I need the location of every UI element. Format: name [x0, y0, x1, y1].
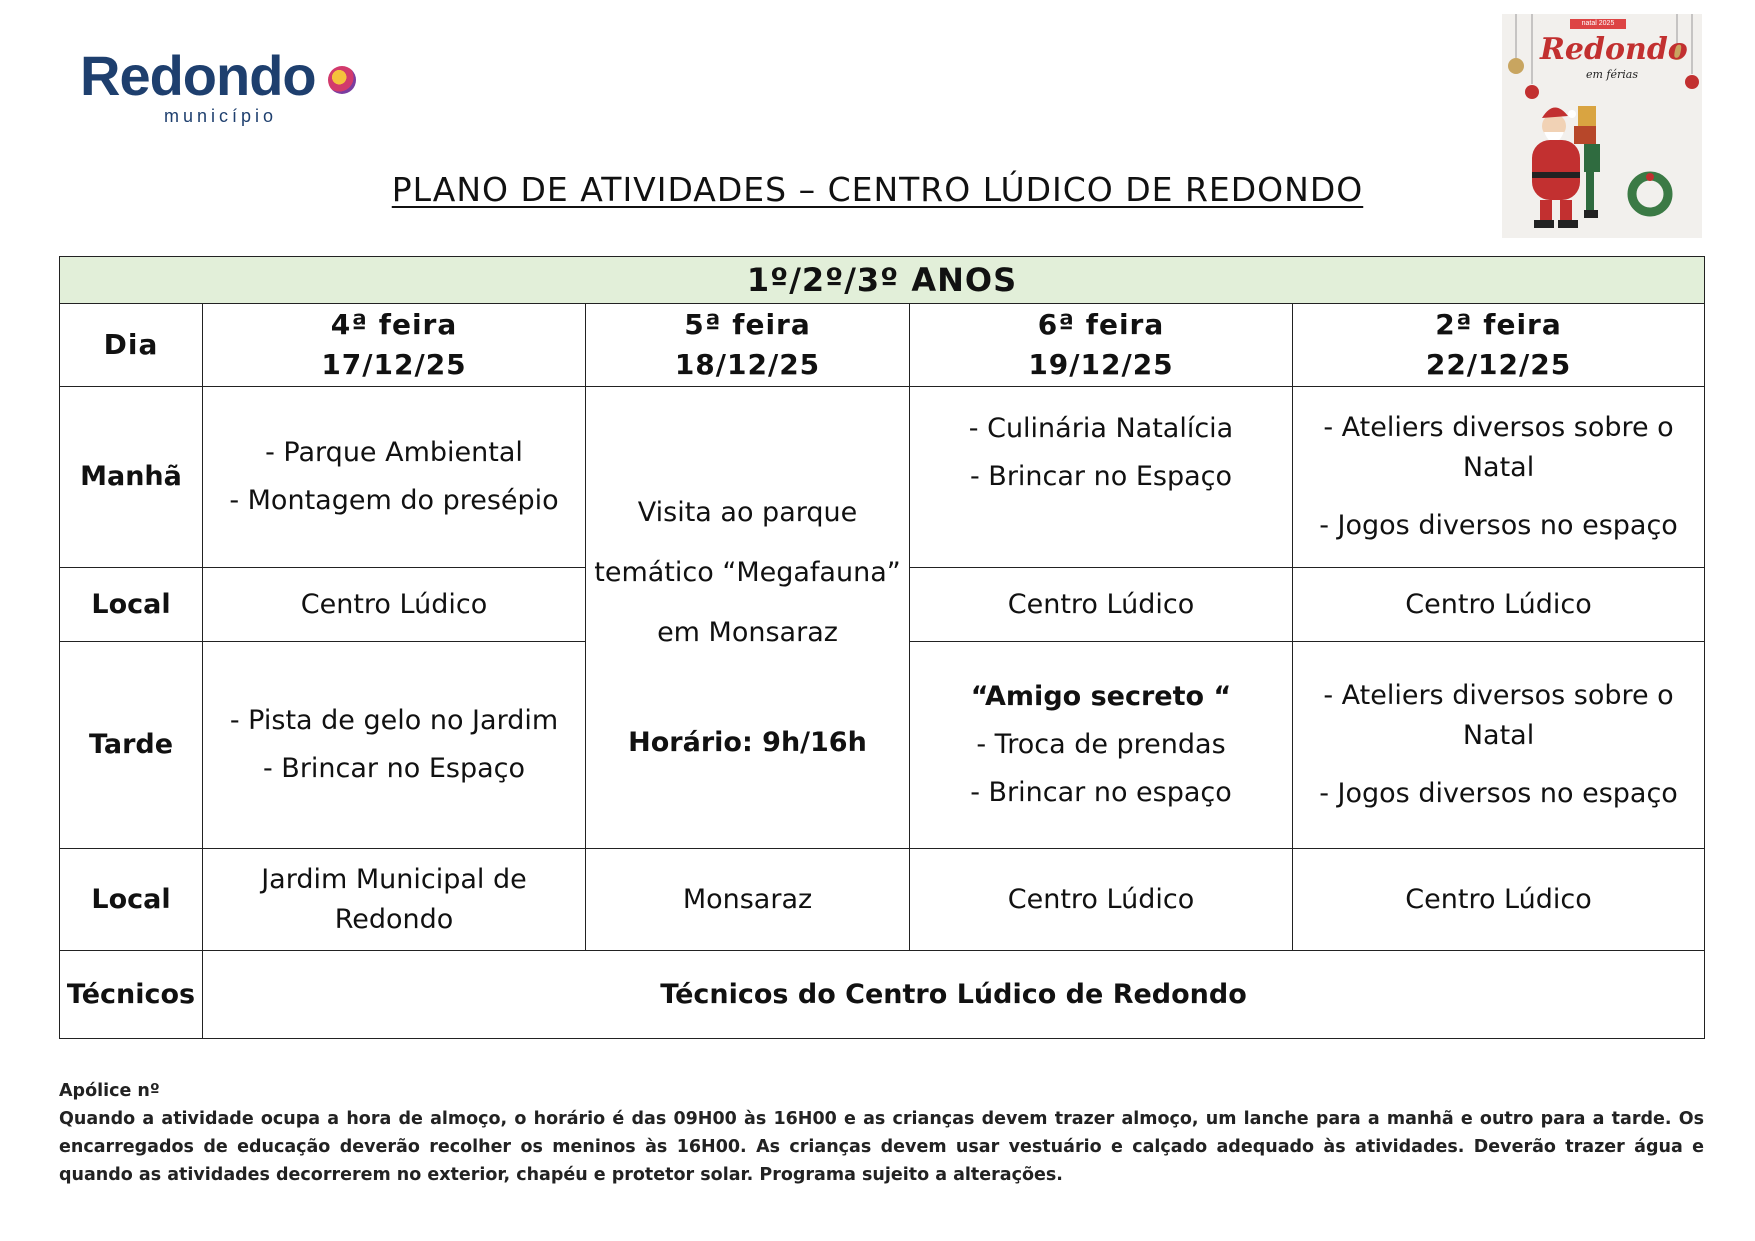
logo-subtitle: município	[164, 106, 278, 126]
technicians-label: Técnicos	[60, 951, 203, 1039]
local-value: Centro Lúdico	[1293, 849, 1705, 951]
logo-wordmark: Redondo	[80, 44, 316, 107]
afternoon-label: Tarde	[60, 642, 203, 849]
thursday-visit: Visita ao parque temático “Megafauna” em Monsaraz Horário: 9h/16h	[586, 387, 910, 849]
local-value: Centro Lúdico	[203, 568, 586, 642]
local-value: Centro Lúdico	[1293, 568, 1705, 642]
day-header: 6ª feira 19/12/25	[910, 304, 1293, 387]
morning-activities: - Ateliers diversos sobre o Natal - Jogos diversos no espaço	[1293, 387, 1705, 568]
group-header: 1º/2º/3º ANOS	[60, 257, 1705, 304]
local-label: Local	[60, 568, 203, 642]
morning-activities: - Culinária Natalícia - Brincar no Espaço	[910, 387, 1293, 568]
technicians-value: Técnicos do Centro Lúdico de Redondo	[203, 951, 1705, 1039]
local-value: Jardim Municipal de Redondo	[203, 849, 586, 951]
morning-label: Manhã	[60, 387, 203, 568]
local-value: Monsaraz	[586, 849, 910, 951]
activities-table	[59, 256, 1705, 1039]
day-label: Dia	[60, 304, 203, 387]
afternoon-activities: “Amigo secreto “ - Troca de prendas - Brincar no espaço	[910, 642, 1293, 849]
day-row	[60, 304, 1705, 387]
poster-subtitle: em férias	[1586, 68, 1638, 81]
redondo-municipio-logo	[80, 44, 320, 138]
morning-row	[60, 387, 1705, 568]
afternoon-local-row	[60, 849, 1705, 951]
poster-title: Redondo	[1540, 32, 1688, 67]
local-label: Local	[60, 849, 203, 951]
local-value: Centro Lúdico	[910, 849, 1293, 951]
group-header-row	[60, 257, 1705, 304]
page-title: PLANO DE ATIVIDADES – CENTRO LÚDICO DE REDONDO	[391, 170, 1364, 209]
poster-tag: natal 2025	[1570, 19, 1626, 29]
footer-note: Quando a atividade ocupa a hora de almoço, o horário é das 09H00 às 16H00 e as crianças devem trazer almoço, um lanche para a manhã e outro para a tarde. Os encarregados de educação deverão recolher os meninos às 16H00. As crianças devem usar vestuário e calçado adequado às atividades. Deverão trazer água e quando as atividades decorrerem no exterior, chapéu e protetor solar. Programa sujeito a alterações.	[59, 1109, 1704, 1185]
technicians-row	[60, 951, 1705, 1039]
day-header: 2ª feira 22/12/25	[1293, 304, 1705, 387]
afternoon-activities: - Ateliers diversos sobre o Natal - Jogos diversos no espaço	[1293, 642, 1705, 849]
day-header: 4ª feira 17/12/25	[203, 304, 586, 387]
local-value: Centro Lúdico	[910, 568, 1293, 642]
footer-notes	[59, 1077, 1704, 1189]
morning-activities: - Parque Ambiental - Montagem do presépio	[203, 387, 586, 568]
logo-flower-icon	[328, 66, 356, 94]
day-header: 5ª feira 18/12/25	[586, 304, 910, 387]
policy-label: Apólice nº	[59, 1081, 160, 1101]
afternoon-activities: - Pista de gelo no Jardim - Brincar no Espaço	[203, 642, 586, 849]
